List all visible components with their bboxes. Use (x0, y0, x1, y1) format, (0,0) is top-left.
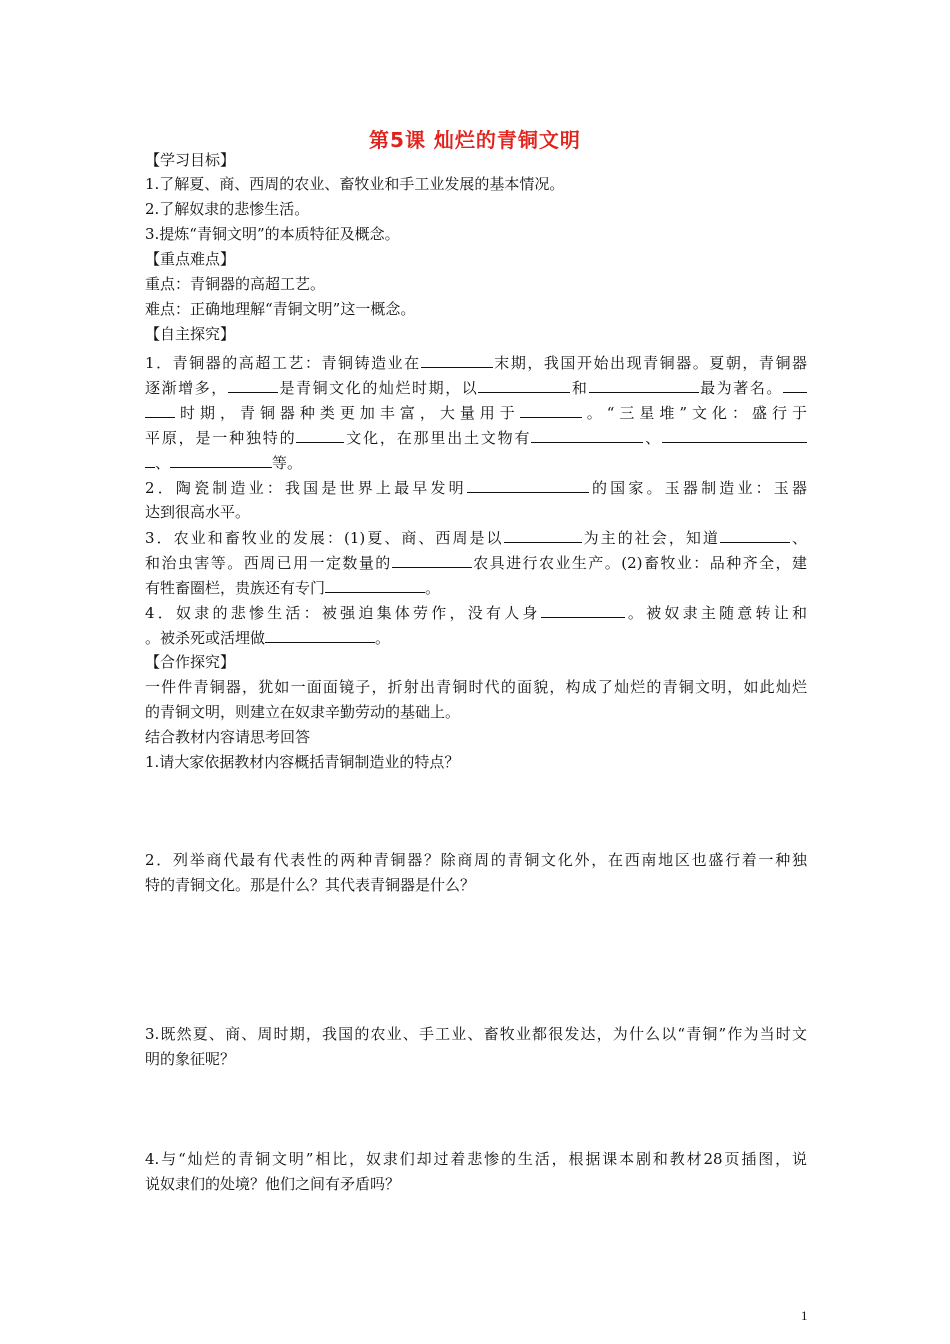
goal-item: 3.提炼“青铜文明”的本质特征及概念。 (145, 225, 400, 243)
page-number: 1 (801, 1308, 808, 1323)
goals-header: 【学习目标】 (145, 151, 236, 169)
focus-text: 重点：青铜器的高超工艺。 (145, 275, 326, 293)
question-1: 1.请大家依据教材内容概括青铜制造业的特点？ (145, 753, 460, 771)
goal-item: 2.了解奴隶的悲惨生活。 (145, 200, 310, 218)
self-q2-line1: 2．陶瓷制造业：我国是世界上最早发明 的国家。玉器制造业：玉器 (145, 475, 807, 500)
answer-blank[interactable] (504, 525, 582, 543)
answer-blank[interactable] (145, 450, 155, 468)
self-q1-line3: 时期，青铜器种类更加丰富，大量用于 。“三星堆”文化：盛行于 (145, 400, 807, 425)
answer-blank[interactable] (531, 425, 643, 443)
answer-blank[interactable] (265, 625, 375, 643)
self-study-header: 【自主探究】 (145, 325, 236, 343)
self-q4-line1: 4．奴隶的悲惨生活：被强迫集体劳作，没有人身 。被奴隶主随意转让和 (145, 600, 807, 625)
answer-blank[interactable] (170, 450, 272, 468)
question-4-line1: 4.与“灿烂的青铜文明”相比，奴隶们却过着悲惨的生活，根据课本剧和教材28页插图，说 (145, 1150, 807, 1168)
answer-blank[interactable] (325, 575, 425, 593)
answer-blank[interactable] (720, 525, 790, 543)
self-q3-line2: 和治虫害等。西周已用一定数量的 农具进行农业生产。(2)畜牧业：品种齐全，建 (145, 550, 807, 575)
keypoints-header: 【重点难点】 (145, 250, 236, 268)
answer-blank[interactable] (589, 375, 699, 393)
answer-blank[interactable] (478, 375, 570, 393)
answer-blank[interactable] (145, 400, 175, 418)
answer-blank[interactable] (296, 425, 344, 443)
answer-blank[interactable] (392, 550, 472, 568)
answer-blank[interactable] (783, 375, 807, 393)
self-q1-line5: 、 等。 (145, 450, 807, 475)
self-q1-line2: 逐渐增多， 是青铜文化的灿烂时期，以 和 最为著名。 (145, 375, 807, 400)
answer-blank[interactable] (541, 600, 625, 618)
self-q4-line2: 。被杀死或活埋做 。 (145, 625, 807, 650)
coop-intro-line2: 的青铜文明，则建立在奴隶辛勤劳动的基础上。 (145, 703, 461, 721)
lesson-title: 第5课 灿烂的青铜文明 (369, 128, 581, 152)
question-2-line2: 特的青铜文化。那是什么？其代表青铜器是什么？ (145, 876, 476, 894)
coop-intro-line1: 一件件青铜器，犹如一面面镜子，折射出青铜时代的面貌，构成了灿烂的青铜文明，如此灿烂 (145, 678, 807, 696)
question-3-line2: 明的象征呢？ (145, 1050, 236, 1068)
coop-prompt: 结合教材内容请思考回答 (145, 728, 311, 746)
answer-blank[interactable] (467, 475, 589, 493)
question-2-line1: 2．列举商代最有代表性的两种青铜器？除商周的青铜文化外，在西南地区也盛行着一种独 (145, 851, 807, 869)
question-3-line1: 3.既然夏、商、周时期，我国的农业、手工业、畜牧业都很发达，为什么以“青铜”作为当时文 (145, 1025, 807, 1043)
self-q1-line4: 平原，是一种独特的 文化，在那里出土文物有 、 (145, 425, 807, 450)
goal-item: 1.了解夏、商、西周的农业、畜牧业和手工业发展的基本情况。 (145, 175, 565, 193)
question-4-line2: 说奴隶们的处境？他们之间有矛盾吗？ (145, 1175, 401, 1193)
difficulty-text: 难点：正确地理解“青铜文明”这一概念。 (145, 300, 416, 318)
answer-blank[interactable] (520, 400, 582, 418)
answer-blank[interactable] (228, 375, 278, 393)
self-q1-line1: 1．青铜器的高超工艺：青铜铸造业在 末期，我国开始出现青铜器。夏朝，青铜器 (145, 350, 807, 375)
coop-header: 【合作探究】 (145, 653, 236, 671)
answer-blank[interactable] (421, 350, 493, 368)
self-q3-line1: 3．农业和畜牧业的发展：(1)夏、商、西周是以 为主的社会，知道 、 (145, 525, 807, 550)
self-q3-line3: 有牲畜圈栏，贵族还有专门 。 (145, 575, 807, 600)
self-q2-line2: 达到很高水平。 (145, 503, 251, 521)
answer-blank[interactable] (662, 425, 807, 443)
